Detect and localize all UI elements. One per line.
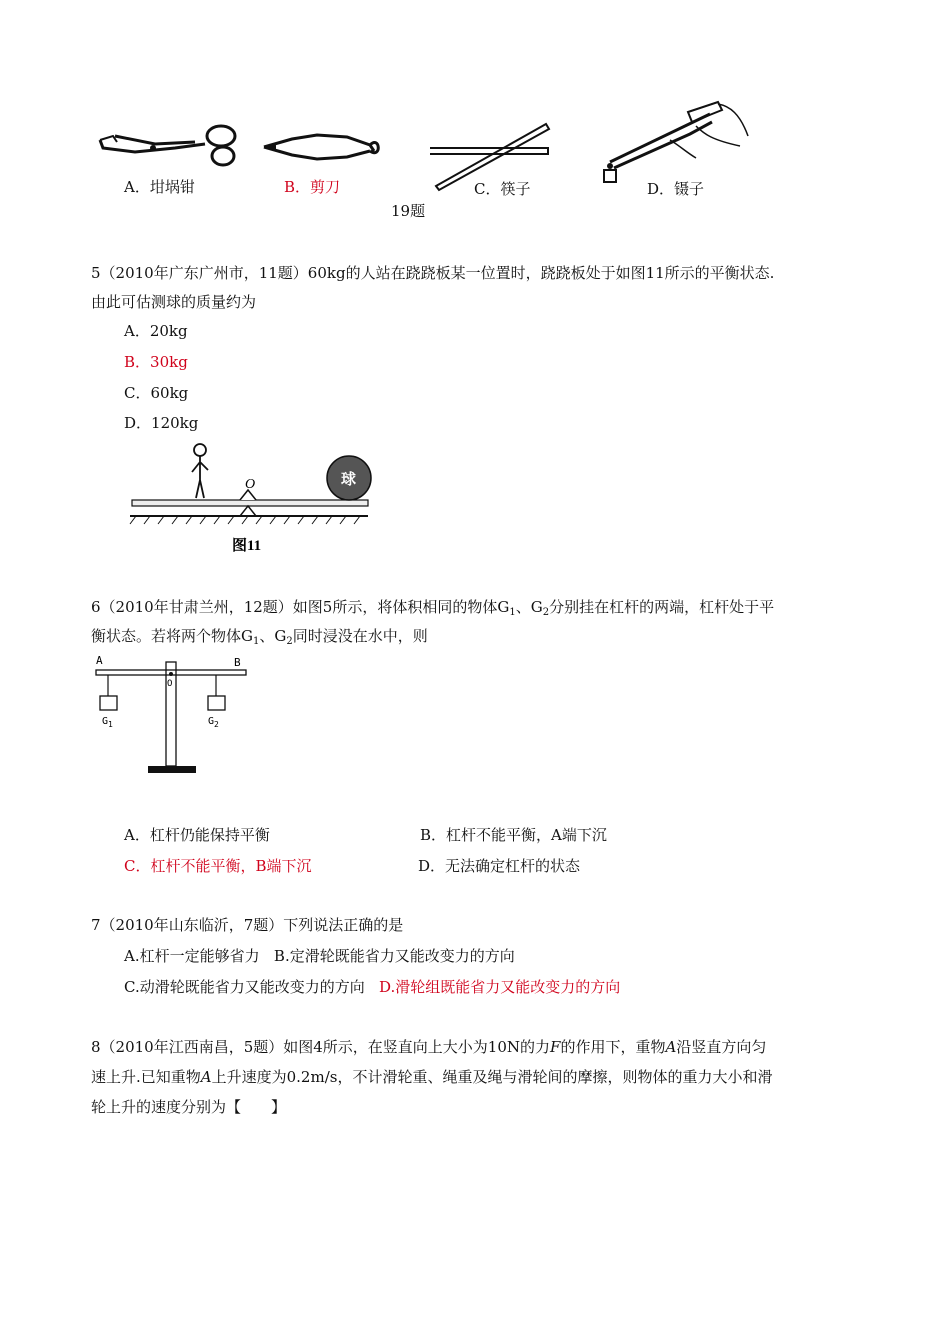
q4-option-d: D．镊子 <box>647 180 705 198</box>
q6-option-d: D．无法确定杠杆的状态 <box>418 857 581 875</box>
pivot-label: O <box>245 477 256 492</box>
seesaw-figure <box>128 440 378 555</box>
q4-caption: 19题 <box>391 202 426 220</box>
q7-option-d: D.滑轮组既能省力又能改变力的方向 <box>379 978 621 996</box>
q5-text-line2: 由此可估测球的质量约为 <box>91 293 257 311</box>
lever-label-a: A <box>96 654 103 667</box>
q4-option-c: C．筷子 <box>474 180 531 198</box>
q8-text-line2: 速上升.已知重物A上升速度为0.2m/s，不计滑轮重、绳重及绳与滑轮间的摩擦，则物体的重力大小和滑 <box>91 1068 773 1086</box>
q7-options-row2 <box>124 976 620 997</box>
scissors-figure <box>262 125 382 165</box>
q5-option-a: A．20kg <box>124 322 188 340</box>
q4-option-b: B．剪刀 <box>284 178 341 196</box>
q8-text-line3: 轮上升的速度分别为【 】 <box>91 1098 287 1116</box>
q6-option-c: C．杠杆不能平衡，B端下沉 <box>124 857 312 875</box>
crucible-tongs-figure <box>95 118 245 168</box>
q7-option-b: B.定滑轮既能省力又能改变力的方向 <box>273 947 515 965</box>
lever-label-o: O <box>167 679 173 689</box>
q4-option-a: A．坩埚钳 <box>124 178 195 196</box>
ball-label: 球 <box>341 470 357 488</box>
q5-option-b: B．30kg <box>124 353 188 371</box>
person-figure <box>192 444 208 498</box>
q5-option-d: D．120kg <box>124 414 199 432</box>
q8-text-line1: 8（2010年江西南昌，5题）如图4所示，在竖直向上大小为10N的力F的作用下，重物A沿竖直方向匀 <box>91 1038 767 1056</box>
q7-option-a: A.杠杆一定能够省力 <box>124 947 260 965</box>
lever-balance-figure <box>92 652 252 780</box>
q7-options-row1 <box>124 945 515 966</box>
q7-option-c: C.动滑轮既能省力又能改变力的方向 <box>124 978 365 996</box>
q6-option-b: B．杠杆不能平衡，A端下沉 <box>420 826 607 844</box>
q5-text-line1: 5（2010年广东广州市，11题）60kg的人站在跷跷板某一位置时，跷跷板处于如图11所示的平衡状态. <box>91 264 775 282</box>
q6-text-line1: 6（2010年甘肃兰州，12题）如图5所示，将体积相同的物体$G_1$、$G_2$分别挂在杠杆的两端，杠杆处于平 <box>91 598 775 618</box>
lever-label-b: B <box>234 656 241 669</box>
q6-option-a: A．杠杆仍能保持平衡 <box>124 826 270 844</box>
q7-text: 7（2010年山东临沂，7题）下列说法正确的是 <box>91 916 404 934</box>
g2-label: $G_2$ <box>208 716 219 729</box>
q6-text-line2: 衡状态。若将两个物体$G_1$、$G_2$同时浸没在水中，则 <box>91 627 428 647</box>
figure-11-caption: 图11 <box>232 538 262 554</box>
q5-option-c: C．60kg <box>124 384 189 402</box>
g1-label: $G_1$ <box>102 716 113 729</box>
